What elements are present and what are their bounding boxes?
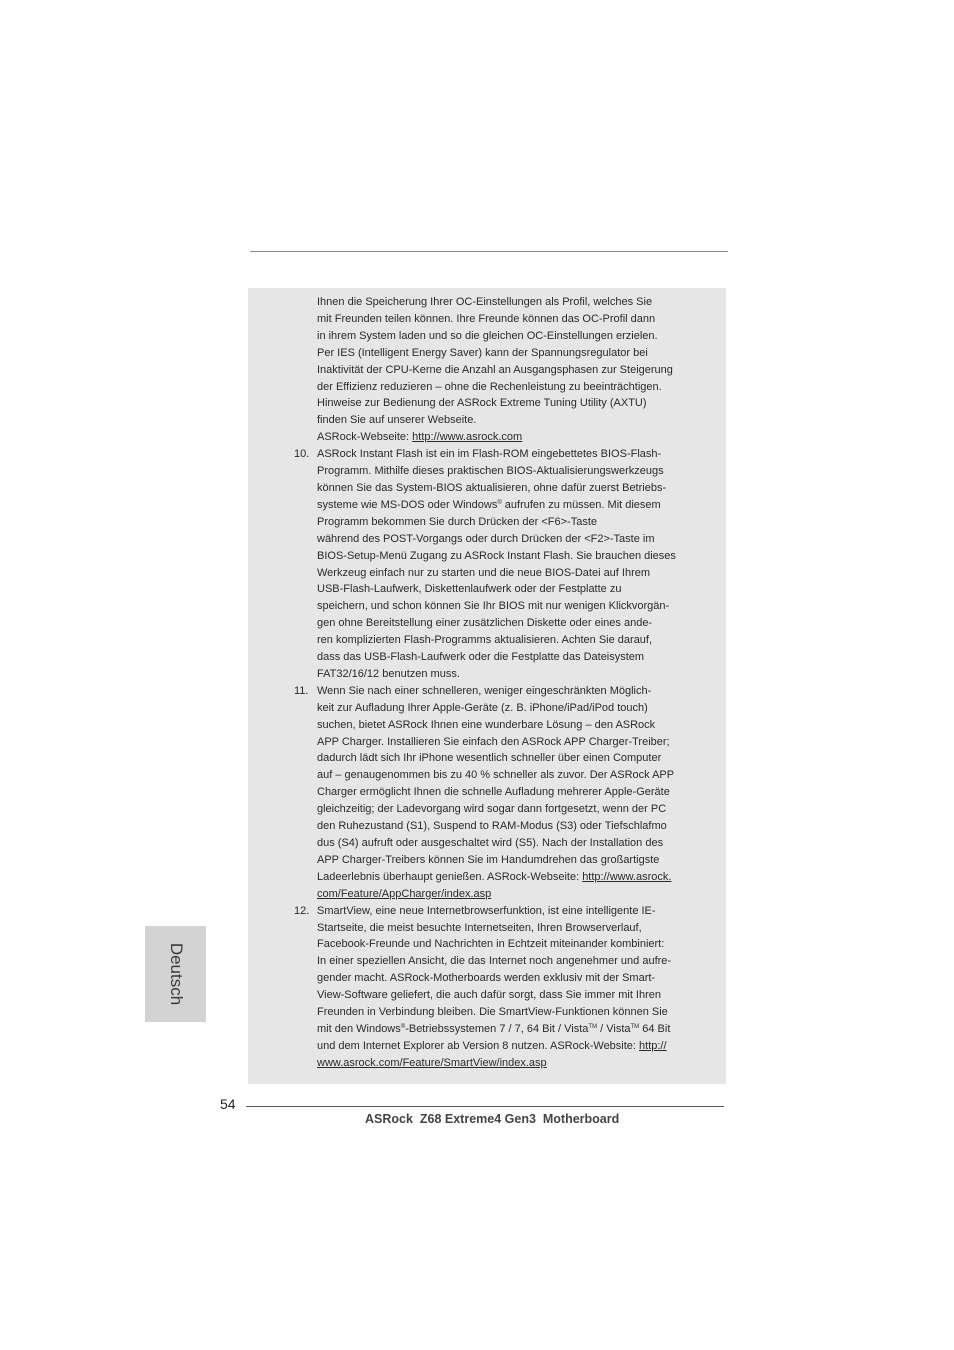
website-line: ASRock-Webseite: http://www.asrock.com — [317, 431, 523, 444]
text-line: in ihrem System laden und so die gleichen OC-Einstellungen erzielen. — [317, 329, 658, 342]
text-line: den Ruhezustand (S1), Suspend to RAM-Modus (S3) oder Tiefschlafmo — [317, 820, 667, 833]
text-line — [317, 1055, 697, 1072]
text-line: suchen, bietet ASRock Ihnen eine wunderbare Lösung – den ASRock — [317, 718, 656, 731]
text-line: 12. SmartView, eine neue Internetbrowserfunktion, ist eine intelligente IE- — [317, 903, 697, 920]
text-line: mit den Windows®-Betriebssystemen 7 / 7, 64 Bit / Vista™ / Vista™ 64 Bit — [317, 1022, 671, 1035]
text-line: gender macht. ASRock-Motherboards werden exklusiv mit der Smart- — [317, 972, 656, 985]
text-line: keit zur Aufladung Ihrer Apple-Geräte (z. B. iPhone/iPad/iPod touch) — [317, 701, 648, 714]
registered-mark: ® — [400, 1023, 406, 1030]
appcharger-link[interactable]: http://www.asrock. — [582, 870, 672, 883]
text-line: APP Charger-Treibers können Sie im Handumdrehen das großartigste — [317, 853, 660, 866]
registered-mark: ® — [497, 499, 502, 506]
trademark-mark: TM — [630, 1023, 640, 1030]
smartview-link-continued[interactable]: www.asrock.com/Feature/SmartView/index.asp — [317, 1056, 547, 1069]
text-line: Ladeerlebnis überhaupt genießen. ASRock-Webseite: http://www.asrock. — [317, 870, 672, 883]
footer-rule — [246, 1106, 724, 1107]
text-line: dus (S4) aufruft oder ausgeschaltet wird (S5). Nach der Installation des — [317, 837, 664, 849]
text-line: finden Sie auf unserer Webseite. — [317, 414, 477, 427]
text-line: Per IES (Intelligent Energy Saver) kann der Spannungsregulator bei — [317, 346, 648, 359]
text-line: APP Charger. Installieren Sie einfach den ASRock APP Charger-Treiber; — [317, 735, 670, 748]
item-number: 10. — [294, 448, 310, 461]
text-line: systeme wie MS-DOS oder Windows® aufrufen zu müssen. Mit diesem — [317, 498, 661, 511]
text-line: Freunden in Verbindung bleiben. Die SmartView-Funktionen können Sie — [317, 1006, 668, 1019]
text-line: Hinweise zur Bedienung der ASRock Extreme Tuning Utility (AXTU) — [317, 397, 647, 410]
text-line: Programm bekommen Sie durch Drücken der <F6>-Taste — [317, 515, 598, 528]
text-line: der Effizienz reduzieren – ohne die Rechenleistung zu beeinträchtigen. — [317, 380, 662, 393]
text-line: Werkzeug einfach nur zu starten und die neue BIOS-Datei auf Ihrem — [317, 566, 651, 579]
text-line: gleichzeitig; der Ladevorgang wird sogar dann fortgesetzt, wenn der PC — [317, 803, 667, 816]
text-line: BIOS-Setup-Menü Zugang zu ASRock Instant Flash. Sie brauchen dieses — [317, 549, 676, 562]
language-tab — [145, 926, 206, 1022]
list-item-11 — [294, 683, 697, 903]
text-line: speichern, und schon können Sie Ihr BIOS mit nur wenigen Klickvorgän- — [317, 600, 670, 613]
text-line: ren komplizierten Flash-Programms aktualisieren. Achten Sie darauf, — [317, 634, 653, 647]
text-line: Facebook-Freunde und Nachrichten in Echtzeit miteinander kombiniert: — [317, 938, 665, 951]
text-line: dadurch lädt sich Ihr iPhone wesentlich schneller über einen Computer — [317, 752, 662, 765]
header-rule — [250, 251, 728, 252]
text-line: USB-Flash-Laufwerk, Diskettenlaufwerk oder der Festplatte zu — [317, 583, 622, 596]
footer-title: ASRock Z68 Extreme4 Gen3 Motherboard — [365, 1112, 620, 1126]
page-number: 54 — [220, 1096, 236, 1112]
trademark-mark: TM — [588, 1023, 598, 1030]
text-line: Programm. Mithilfe dieses praktischen BIOS-Aktualisierungswerkzeugs — [317, 465, 664, 478]
text-line: Startseite, die meist besuchte Internetseiten, Ihren Browserverlauf, — [317, 921, 642, 934]
text-line: Inaktivität der CPU-Kerne die Anzahl an Ausgangsphasen zur Steigerung — [317, 363, 673, 376]
text-line: 11. Wenn Sie nach einer schnelleren, weniger eingeschränkten Möglich- — [317, 683, 697, 700]
text-line: dass das USB-Flash-Laufwerk oder die Festplatte das Dateisystem — [317, 651, 645, 664]
text-line: auf – genaugenommen bis zu 40 % schneller als zuvor. Der ASRock APP — [317, 769, 675, 782]
text-line: Charger ermöglicht Ihnen die schnelle Aufladung mehrerer Apple-Geräte — [317, 786, 670, 799]
text-line: während des POST-Vorgangs oder durch Drücken der <F2>-Taste im — [317, 532, 655, 545]
text-line: 10. ASRock Instant Flash ist ein im Flash-ROM eingebettetes BIOS-Flash- — [317, 446, 697, 463]
item-number: 11. — [294, 684, 309, 697]
item-number: 12. — [294, 904, 310, 917]
text-line: View-Software geliefert, die auch dafür sorgt, dass Sie immer mit Ihren — [317, 989, 662, 1002]
text-line: gen ohne Bereitstellung einer zusätzlichen Diskette oder eines ande- — [317, 617, 653, 630]
text-line: In einer speziellen Ansicht, die das Internet noch angenehmer und aufre- — [317, 955, 672, 968]
text-line: können Sie das System-BIOS aktualisieren, ohne dafür zuerst Betriebs- — [317, 481, 667, 494]
list-item-10 — [294, 446, 697, 683]
language-tab-label: Deutsch — [166, 942, 186, 1006]
text-line — [317, 886, 697, 903]
text-line: und dem Internet Explorer ab Version 8 nutzen. ASRock-Website: http:// — [317, 1039, 667, 1052]
list-item-12 — [294, 903, 697, 1072]
continuation-paragraph — [317, 294, 697, 446]
manual-body — [294, 294, 697, 1072]
text-line: Ihnen die Speicherung Ihrer OC-Einstellungen als Profil, welches Sie — [317, 296, 653, 308]
asrock-website-link[interactable]: http://www.asrock.com — [412, 431, 523, 444]
text-line: mit Freunden teilen können. Ihre Freunde können das OC-Profil dann — [317, 312, 656, 325]
smartview-link[interactable]: http:// — [639, 1039, 667, 1052]
text-line: FAT32/16/12 benutzen muss. — [317, 667, 460, 680]
appcharger-link-continued[interactable]: com/Feature/AppCharger/index.asp — [317, 887, 492, 900]
